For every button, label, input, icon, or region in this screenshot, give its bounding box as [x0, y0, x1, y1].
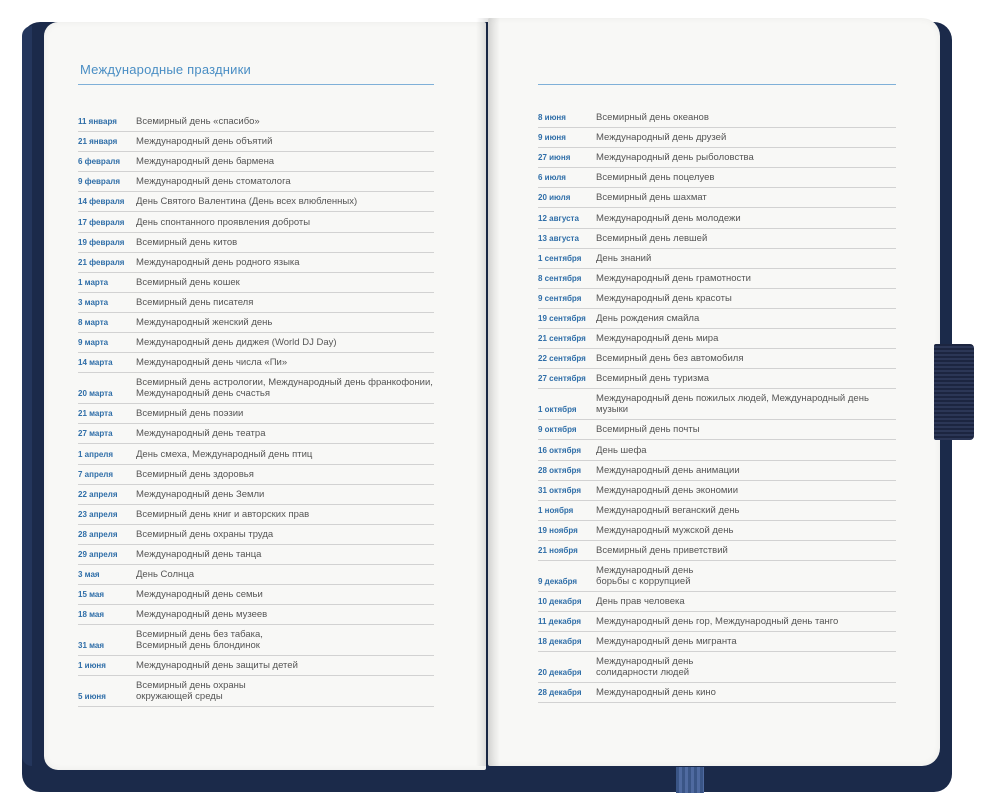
- holiday-date: 13 августа: [538, 233, 579, 243]
- list-item: [538, 521, 896, 541]
- list-item: [538, 329, 896, 349]
- page-title: Международные праздники: [80, 62, 251, 77]
- holiday-name: Международный день мигранта: [596, 636, 737, 648]
- holiday-date: 21 ноября: [538, 545, 578, 555]
- list-item: [538, 592, 896, 612]
- list-item: [538, 683, 896, 703]
- list-item: [78, 505, 434, 525]
- list-item: [78, 192, 434, 212]
- list-item: [538, 652, 896, 683]
- holiday-date: 15 мая: [78, 590, 105, 600]
- holiday-date: 21 марта: [78, 409, 113, 419]
- holiday-name: Всемирный день китов: [136, 236, 238, 248]
- holiday-name: Международный день защиты детей: [136, 660, 298, 672]
- holiday-name: Международный день театра: [136, 428, 266, 440]
- holiday-date: 11 декабря: [538, 617, 582, 627]
- holiday-name: Всемирный день шахмат: [596, 192, 707, 204]
- list-item: [538, 561, 896, 592]
- list-item: [538, 289, 896, 309]
- holiday-name: Международный веганский день: [596, 504, 740, 516]
- holiday-date: 14 марта: [78, 358, 113, 368]
- holiday-name: Международный день красоты: [596, 292, 732, 304]
- list-item: [78, 485, 434, 505]
- holiday-name: Международный день музеев: [136, 609, 268, 621]
- holiday-date: 21 января: [78, 137, 118, 147]
- holiday-date: 8 июня: [538, 113, 566, 123]
- holiday-date: 31 мая: [78, 641, 105, 651]
- holiday-name: Международный день Земли: [136, 488, 265, 500]
- holiday-name: Международный день диджея (World DJ Day): [136, 337, 337, 349]
- holiday-name: Международный день пожилых людей, Международный день музыки: [596, 393, 869, 416]
- holiday-name: Международный день анимации: [596, 464, 740, 476]
- list-item: [78, 525, 434, 545]
- holiday-date: 20 декабря: [538, 668, 582, 678]
- holiday-name: Всемирный день охраны окружающей среды: [136, 680, 246, 703]
- list-item: [538, 128, 896, 148]
- list-item: [78, 212, 434, 232]
- holiday-date: 16 октября: [538, 445, 581, 455]
- holiday-name: Международный женский день: [136, 317, 273, 329]
- list-item: [78, 132, 434, 152]
- holiday-date: 21 февраля: [78, 257, 125, 267]
- holiday-name: Всемирный день астрологии, Международный день франкофонии, Международный день счастья: [136, 377, 433, 400]
- holiday-date: 9 февраля: [78, 177, 121, 187]
- bookmark-ribbon: [676, 767, 704, 793]
- list-item: [538, 229, 896, 249]
- holiday-date: 19 сентября: [538, 314, 586, 324]
- holiday-date: 27 июня: [538, 153, 571, 163]
- list-item: [78, 253, 434, 273]
- holiday-date: 3 мая: [78, 570, 100, 580]
- notebook-spine: [22, 26, 32, 766]
- holiday-name: Всемирный день без табака, Всемирный день блондинок: [136, 629, 263, 652]
- list-item: [538, 541, 896, 561]
- holiday-list-left: [78, 112, 434, 707]
- holiday-date: 28 апреля: [78, 529, 118, 539]
- holiday-name: Международный день экономии: [596, 484, 739, 496]
- list-item: [538, 249, 896, 269]
- holiday-date: 8 сентября: [538, 273, 582, 283]
- list-item: [78, 545, 434, 565]
- holiday-name: Международный день солидарности людей: [596, 656, 694, 679]
- holiday-date: 6 июля: [538, 173, 566, 183]
- list-item: [538, 108, 896, 128]
- list-item: [538, 369, 896, 389]
- holiday-name: Всемирный день приветствий: [596, 544, 728, 556]
- list-item: [538, 188, 896, 208]
- holiday-date: 5 июня: [78, 692, 106, 702]
- holiday-name: Международный день родного языка: [136, 256, 300, 268]
- holiday-name: Международный день танца: [136, 548, 262, 560]
- holiday-date: 17 февраля: [78, 217, 125, 227]
- holiday-date: 1 ноября: [538, 505, 574, 515]
- list-item: [78, 313, 434, 333]
- holiday-date: 27 марта: [78, 429, 113, 439]
- holiday-name: Международный день семьи: [136, 589, 263, 601]
- holiday-name: Международный день стоматолога: [136, 176, 291, 188]
- holiday-date: 6 февраля: [78, 157, 121, 167]
- list-item: [78, 565, 434, 585]
- list-item: [78, 293, 434, 313]
- list-item: [538, 440, 896, 460]
- holiday-name: Международный день числа «Пи»: [136, 357, 288, 369]
- list-item: [538, 309, 896, 329]
- list-item: [538, 349, 896, 369]
- holiday-name: Всемирный день без автомобиля: [596, 353, 744, 365]
- list-item: [538, 148, 896, 168]
- list-item: [538, 389, 896, 420]
- holiday-name: День Святого Валентина (День всех влюбленных): [136, 196, 358, 208]
- list-item: [538, 269, 896, 289]
- holiday-name: Международный день друзей: [596, 132, 727, 144]
- holiday-date: 20 июля: [538, 193, 571, 203]
- holiday-date: 9 июня: [538, 133, 566, 143]
- holiday-name: Международный день мира: [596, 333, 719, 345]
- list-item: [78, 656, 434, 676]
- holiday-list-right: [538, 108, 896, 703]
- holiday-name: Международный день борьбы с коррупцией: [596, 564, 694, 587]
- title-divider: [78, 84, 434, 85]
- list-item: [538, 168, 896, 188]
- holiday-name: Всемирный день книг и авторских прав: [136, 508, 310, 520]
- list-item: [78, 444, 434, 464]
- holiday-name: День смеха, Международный день птиц: [136, 448, 313, 460]
- holiday-name: День шефа: [596, 444, 647, 456]
- holiday-date: 3 марта: [78, 297, 109, 307]
- holiday-date: 29 апреля: [78, 549, 118, 559]
- holiday-date: 12 августа: [538, 213, 579, 223]
- list-item: [78, 625, 434, 656]
- holiday-name: Всемирный день охраны труда: [136, 528, 274, 540]
- page-gutter: [476, 18, 500, 766]
- holiday-name: День прав человека: [596, 596, 685, 608]
- holiday-name: Всемирный день почты: [596, 424, 700, 436]
- holiday-name: Международный день гор, Международный день танго: [596, 616, 839, 628]
- holiday-date: 22 сентября: [538, 354, 586, 364]
- holiday-date: 28 октября: [538, 465, 581, 475]
- holiday-name: Международный день объятий: [136, 136, 273, 148]
- holiday-name: Международный день рыболовства: [596, 152, 754, 164]
- holiday-date: 19 ноября: [538, 525, 578, 535]
- holiday-name: Всемирный день океанов: [596, 112, 709, 124]
- holiday-date: 14 февраля: [78, 197, 125, 207]
- holiday-date: 1 июня: [78, 661, 106, 671]
- elastic-band: [934, 344, 974, 440]
- holiday-name: Всемирный день здоровья: [136, 468, 254, 480]
- holiday-name: Международный день бармена: [136, 156, 275, 168]
- list-item: [78, 465, 434, 485]
- list-item: [78, 424, 434, 444]
- holiday-name: Всемирный день туризма: [596, 373, 710, 385]
- list-item: [538, 481, 896, 501]
- holiday-date: 1 сентября: [538, 253, 582, 263]
- holiday-name: День спонтанного проявления доброты: [136, 216, 311, 228]
- holiday-name: Международный день грамотности: [596, 272, 751, 284]
- list-item: [78, 404, 434, 424]
- list-item: [78, 605, 434, 625]
- holiday-date: 9 сентября: [538, 293, 582, 303]
- holiday-date: 23 апреля: [78, 509, 118, 519]
- holiday-name: Всемирный день писателя: [136, 296, 254, 308]
- holiday-date: 19 февраля: [78, 237, 125, 247]
- list-item: [78, 333, 434, 353]
- list-item: [538, 420, 896, 440]
- holiday-date: 31 октября: [538, 485, 581, 495]
- holiday-name: Всемирный день левшей: [596, 232, 708, 244]
- holiday-date: 10 декабря: [538, 597, 582, 607]
- holiday-name: Международный день кино: [596, 687, 716, 699]
- holiday-name: День Солнца: [136, 569, 195, 581]
- holiday-name: Всемирный день поцелуев: [596, 172, 715, 184]
- holiday-date: 7 апреля: [78, 469, 114, 479]
- holiday-name: Всемирный день кошек: [136, 276, 240, 288]
- holiday-date: 11 января: [78, 117, 117, 127]
- holiday-date: 21 сентября: [538, 334, 586, 344]
- holiday-name: Международный день молодежи: [596, 212, 741, 224]
- list-item: [78, 353, 434, 373]
- holiday-date: 1 октября: [538, 405, 577, 415]
- list-item: [538, 461, 896, 481]
- holiday-date: 8 марта: [78, 318, 109, 328]
- holiday-date: 20 марта: [78, 389, 113, 399]
- holiday-name: Всемирный день поэзии: [136, 408, 244, 420]
- holiday-date: 22 апреля: [78, 489, 118, 499]
- list-item: [78, 112, 434, 132]
- right-title-divider: [538, 84, 896, 85]
- holiday-date: 27 сентября: [538, 374, 586, 384]
- list-item: [78, 233, 434, 253]
- list-item: [538, 612, 896, 632]
- list-item: [78, 585, 434, 605]
- holiday-date: 18 мая: [78, 610, 105, 620]
- holiday-date: 9 марта: [78, 338, 109, 348]
- holiday-date: 1 апреля: [78, 449, 114, 459]
- holiday-name: День знаний: [596, 252, 652, 264]
- holiday-name: Международный мужской день: [596, 524, 734, 536]
- holiday-date: 18 декабря: [538, 637, 582, 647]
- list-item: [78, 152, 434, 172]
- list-item: [538, 501, 896, 521]
- holiday-date: 9 октября: [538, 425, 577, 435]
- list-item: [78, 373, 434, 404]
- holiday-date: 1 марта: [78, 277, 109, 287]
- holiday-name: День рождения смайла: [596, 313, 700, 325]
- list-item: [78, 273, 434, 293]
- holiday-name: Всемирный день «спасибо»: [136, 116, 260, 128]
- list-item: [78, 676, 434, 707]
- holiday-date: 28 декабря: [538, 688, 582, 698]
- list-item: [538, 632, 896, 652]
- list-item: [78, 172, 434, 192]
- holiday-date: 9 декабря: [538, 576, 578, 586]
- list-item: [538, 208, 896, 228]
